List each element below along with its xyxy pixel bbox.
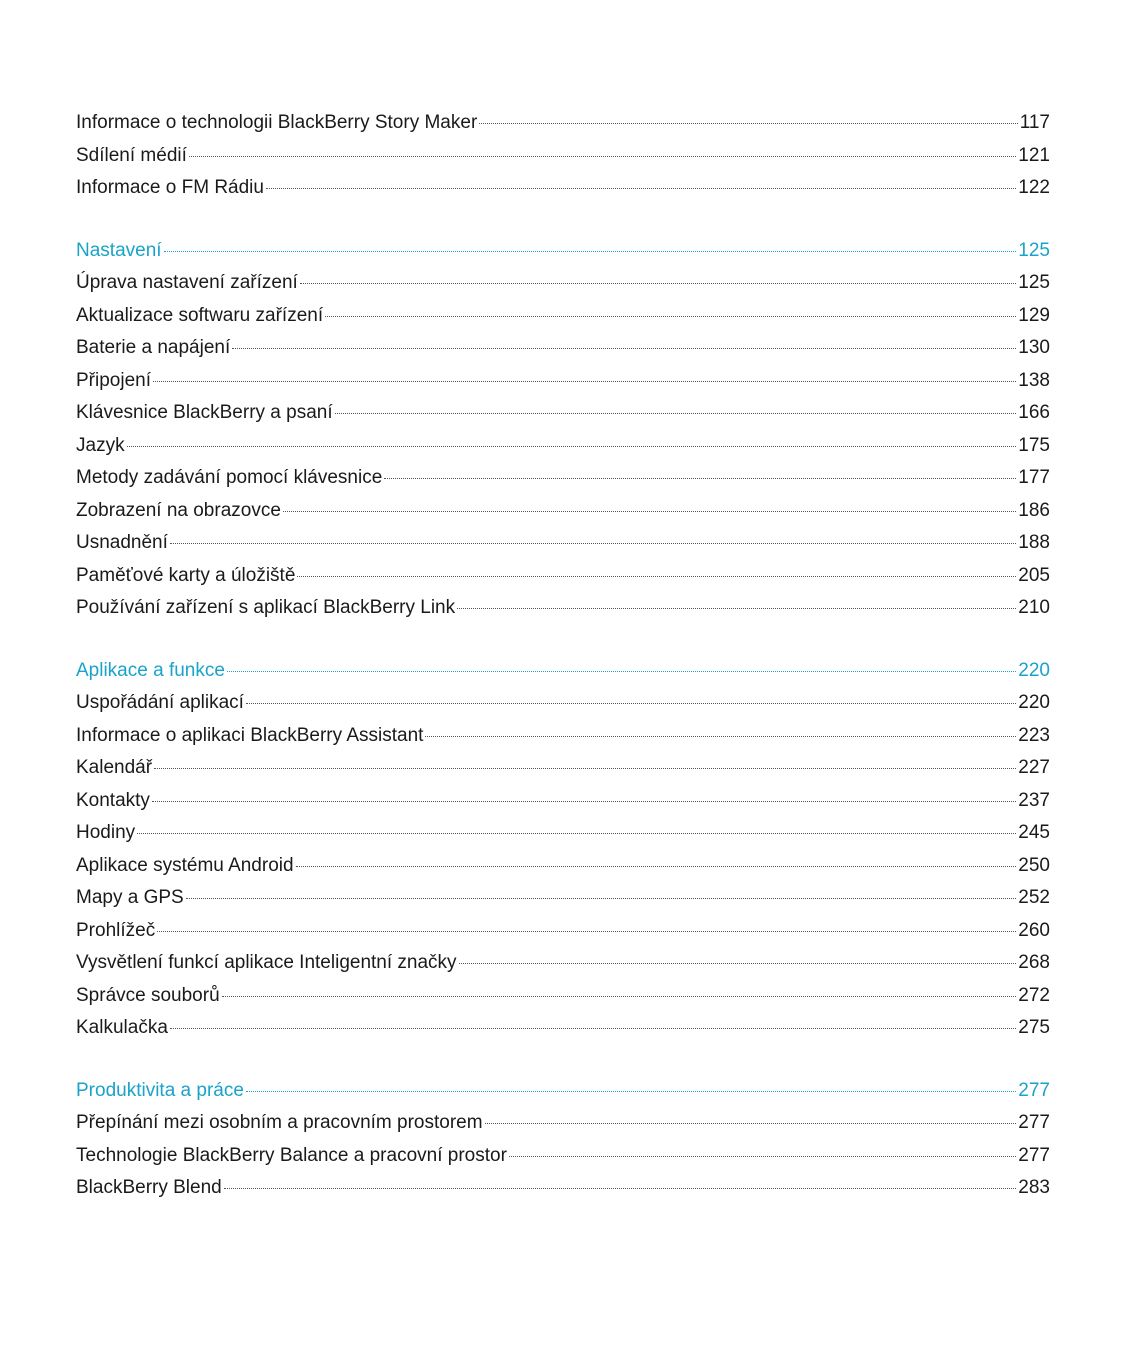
entry-page-number: 117 — [1019, 112, 1050, 133]
entry-page-number: 210 — [1018, 597, 1050, 618]
entry-page-number: 245 — [1018, 822, 1050, 843]
dot-leader — [186, 897, 1017, 899]
toc-entry[interactable] — [76, 1177, 1050, 1210]
toc-entry[interactable] — [76, 692, 1050, 725]
dot-leader — [189, 155, 1016, 157]
toc-entry[interactable] — [76, 370, 1050, 403]
dot-leader — [246, 702, 1016, 704]
toc-entry[interactable] — [76, 500, 1050, 533]
toc-section-heading[interactable] — [76, 660, 1050, 693]
entry-page-number: 122 — [1018, 177, 1050, 198]
toc-entry[interactable] — [76, 757, 1050, 790]
entry-page-number: 205 — [1018, 564, 1050, 586]
toc-entry[interactable] — [76, 305, 1050, 338]
toc-entry[interactable] — [76, 145, 1050, 178]
toc-section — [76, 112, 1050, 210]
dot-leader — [509, 1155, 1016, 1157]
entry-page-number: 188 — [1018, 532, 1050, 553]
dot-leader — [232, 347, 1016, 349]
entry-title: Klávesnice BlackBerry a psaní — [76, 402, 333, 423]
entry-page-number: 260 — [1018, 919, 1050, 941]
entry-title: Mapy a GPS — [76, 887, 184, 908]
entry-page-number: 275 — [1018, 1017, 1050, 1038]
table-of-contents — [76, 112, 1050, 1240]
dot-leader — [224, 1187, 1017, 1189]
entry-page-number: 227 — [1018, 757, 1050, 778]
section-heading-page-number: 277 — [1018, 1079, 1050, 1101]
entry-title: Úprava nastavení zařízení — [76, 272, 298, 293]
entry-page-number: 125 — [1018, 272, 1050, 293]
toc-entry[interactable] — [76, 855, 1050, 888]
entry-page-number: 272 — [1018, 984, 1050, 1006]
entry-page-number: 166 — [1018, 402, 1050, 423]
entry-title: Připojení — [76, 369, 151, 391]
entry-title: Prohlížeč — [76, 919, 156, 941]
entry-page-number: 268 — [1018, 952, 1050, 973]
toc-section — [76, 240, 1050, 630]
dot-leader — [164, 250, 1017, 252]
toc-entry[interactable] — [76, 177, 1050, 210]
entry-page-number: 283 — [1018, 1177, 1050, 1198]
entry-title: Hodiny — [76, 822, 136, 843]
entry-title: Metody zadávání pomocí klávesnice — [76, 467, 383, 488]
entry-title: Správce souborů — [76, 984, 220, 1006]
entry-page-number: 277 — [1018, 1112, 1050, 1133]
toc-section-heading[interactable] — [76, 1080, 1050, 1113]
dot-leader — [283, 510, 1016, 512]
section-heading-page-number: 220 — [1018, 659, 1050, 681]
entry-title: BlackBerry Blend — [76, 1177, 222, 1198]
entry-title: Kalkulačka — [76, 1017, 168, 1038]
toc-entry[interactable] — [76, 467, 1050, 500]
dot-leader — [170, 542, 1016, 544]
dot-leader — [325, 315, 1016, 317]
dot-leader — [457, 607, 1016, 609]
toc-section-heading[interactable] — [76, 240, 1050, 273]
toc-entry[interactable] — [76, 985, 1050, 1018]
entry-title: Aktualizace softwaru zařízení — [76, 304, 324, 326]
entry-title: Usnadnění — [76, 532, 168, 553]
entry-title: Kalendář — [76, 757, 153, 778]
toc-entry[interactable] — [76, 790, 1050, 823]
entry-title: Používání zařízení s aplikací BlackBerry Link — [76, 597, 456, 618]
toc-section — [76, 1080, 1050, 1210]
entry-page-number: 252 — [1018, 887, 1050, 908]
dot-leader — [384, 477, 1016, 479]
toc-entry[interactable] — [76, 1145, 1050, 1178]
entry-title: Paměťové karty a úložiště — [76, 564, 296, 586]
dot-leader — [152, 800, 1016, 802]
dot-leader — [296, 865, 1017, 867]
toc-entry[interactable] — [76, 1017, 1050, 1050]
dot-leader — [127, 445, 1017, 447]
dot-leader — [459, 962, 1017, 964]
dot-leader — [153, 380, 1016, 382]
toc-entry[interactable] — [76, 337, 1050, 370]
entry-title: Informace o technologii BlackBerry Story Maker — [76, 112, 478, 133]
toc-entry[interactable] — [76, 112, 1050, 145]
entry-title: Uspořádání aplikací — [76, 692, 244, 713]
entry-title: Kontakty — [76, 789, 150, 811]
entry-title: Přepínání mezi osobním a pracovním prostorem — [76, 1112, 483, 1133]
dot-leader — [266, 187, 1016, 189]
dot-leader — [297, 575, 1016, 577]
toc-entry[interactable] — [76, 822, 1050, 855]
section-heading-title: Aplikace a funkce — [76, 659, 225, 681]
toc-entry[interactable] — [76, 920, 1050, 953]
dot-leader — [170, 1027, 1016, 1029]
toc-entry[interactable] — [76, 402, 1050, 435]
entry-title: Technologie BlackBerry Balance a pracovní prostor — [76, 1144, 507, 1166]
entry-title: Informace o FM Rádiu — [76, 177, 264, 198]
dot-leader — [154, 767, 1016, 769]
section-heading-title: Produktivita a práce — [76, 1079, 244, 1101]
toc-entry[interactable] — [76, 272, 1050, 305]
entry-page-number: 129 — [1018, 304, 1050, 326]
toc-entry[interactable] — [76, 1112, 1050, 1145]
toc-entry[interactable] — [76, 952, 1050, 985]
toc-entry[interactable] — [76, 887, 1050, 920]
section-heading-title: Nastavení — [76, 239, 162, 261]
section-heading-page-number: 125 — [1018, 239, 1050, 261]
entry-title: Aplikace systému Android — [76, 854, 294, 876]
dot-leader — [246, 1090, 1016, 1092]
entry-title: Sdílení médií — [76, 144, 187, 166]
toc-entry[interactable] — [76, 532, 1050, 565]
toc-entry[interactable] — [76, 435, 1050, 468]
entry-page-number: 121 — [1018, 144, 1050, 166]
entry-page-number: 130 — [1018, 337, 1050, 358]
dot-leader — [425, 735, 1016, 737]
entry-title: Zobrazení na obrazovce — [76, 499, 281, 521]
entry-page-number: 250 — [1018, 854, 1050, 876]
dot-leader — [222, 995, 1017, 997]
dot-leader — [300, 282, 1017, 284]
entry-page-number: 237 — [1018, 789, 1050, 811]
entry-page-number: 175 — [1018, 434, 1050, 456]
entry-page-number: 138 — [1018, 369, 1050, 391]
dot-leader — [157, 930, 1016, 932]
dot-leader — [485, 1122, 1017, 1124]
dot-leader — [227, 670, 1016, 672]
entry-page-number: 220 — [1018, 692, 1050, 713]
dot-leader — [479, 122, 1017, 124]
toc-section — [76, 660, 1050, 1050]
toc-entry[interactable] — [76, 597, 1050, 630]
entry-page-number: 223 — [1018, 724, 1050, 746]
entry-page-number: 186 — [1018, 499, 1050, 521]
toc-entry[interactable] — [76, 565, 1050, 598]
entry-page-number: 177 — [1018, 467, 1050, 488]
entry-title: Informace o aplikaci BlackBerry Assistant — [76, 724, 424, 746]
entry-page-number: 277 — [1018, 1144, 1050, 1166]
entry-title: Vysvětlení funkcí aplikace Inteligentní značky — [76, 952, 457, 973]
dot-leader — [137, 832, 1016, 834]
entry-title: Baterie a napájení — [76, 337, 231, 358]
toc-entry[interactable] — [76, 725, 1050, 758]
entry-title: Jazyk — [76, 434, 125, 456]
dot-leader — [335, 412, 1017, 414]
